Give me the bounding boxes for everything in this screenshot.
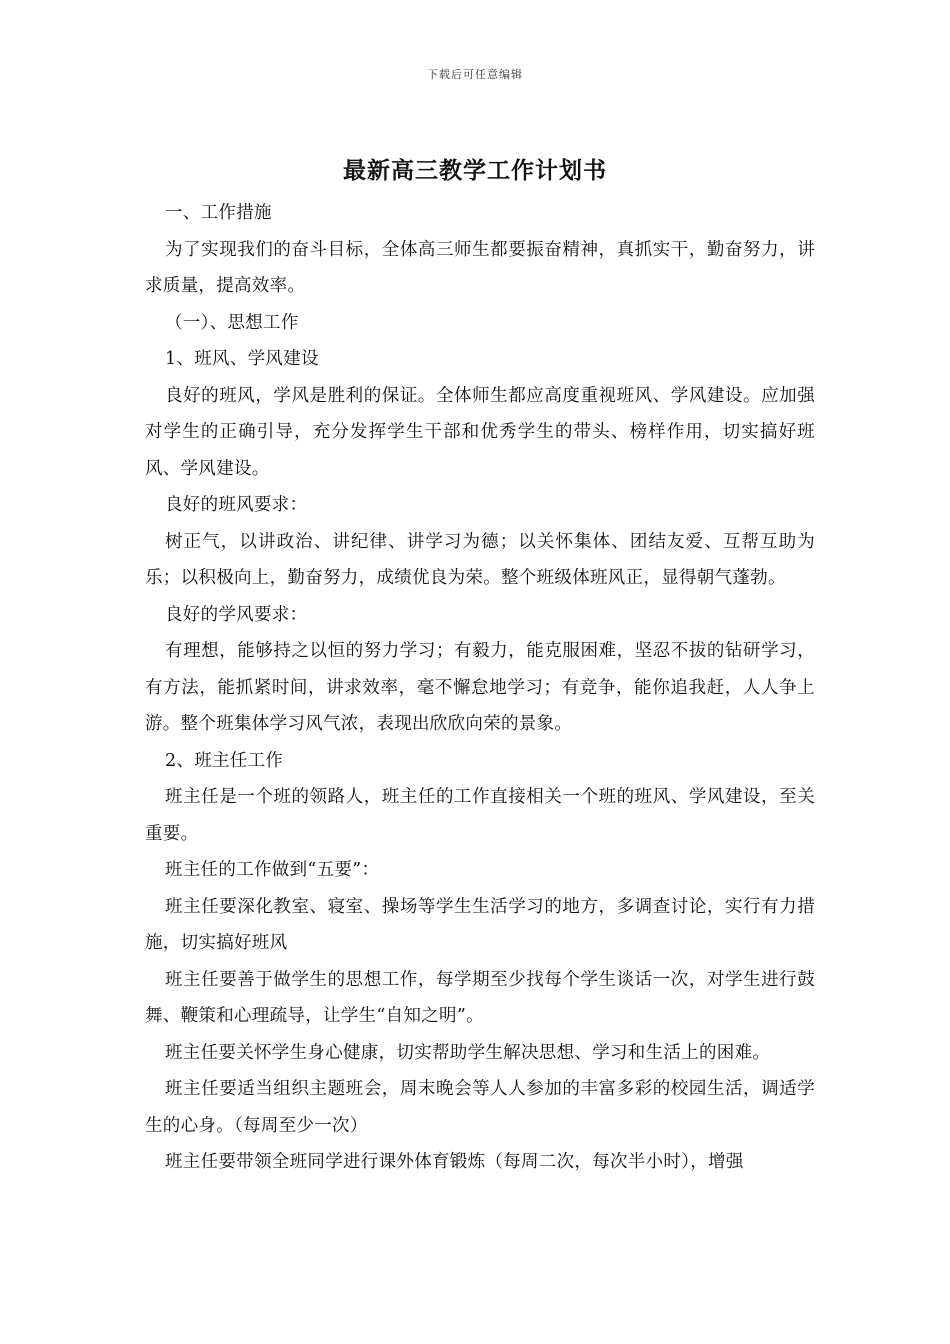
paragraph-goal: 为了实现我们的奋斗目标，全体高三师生都要振奋精神，真抓实干，勤奋努力，讲求质量，提高效率。 [145, 239, 815, 296]
paragraph-must-1: 班主任要深化教室、寝室、操场等学生生活学习的地方，多调查讨论，实行有力措施，切实搞好班风 [145, 896, 815, 953]
item-heading-head-teacher: 2、班主任工作 [165, 750, 284, 771]
paragraph-must-5: 班主任要带领全班同学进行课外体育锻炼（每周二次，每次半小时），增强 [165, 1152, 744, 1172]
label-study-style-requirements: 良好的学风要求： [165, 604, 308, 625]
section-heading-work-measures: 一、工作措施 [165, 203, 272, 223]
paragraph-must-2: 班主任要善于做学生的思想工作，每学期至少找每个学生谈话一次，对学生进行鼓舞、鞭策和心理疏导，让学生“自知之明”。 [145, 969, 815, 1026]
page-header-note: 下载后可任意编辑 [427, 68, 523, 81]
paragraph-class-style-requirements: 树正气，以讲政治、讲纪律、讲学习为德；以关怀集体、团结友爱、互帮互助为乐；以积极向上，勤奋努力，成绩优良为荣。整个班级体班风正，显得朝气蓬勃。 [145, 531, 815, 588]
document-body [145, 195, 815, 1181]
paragraph-head-teacher-role: 班主任是一个班的领路人，班主任的工作直接相关一个班的班风、学风建设，至关重要。 [145, 787, 815, 844]
paragraph-must-4: 班主任要适当组织主题班会，周末晚会等人人参加的丰富多彩的校园生活，调适学生的心身。（每周至少一次） [145, 1079, 815, 1136]
paragraph-must-3: 班主任要关怀学生身心健康，切实帮助学生解决思想、学习和生活上的困难。 [165, 1042, 771, 1063]
paragraph-study-style-requirements: 有理想，能够持之以恒的努力学习；有毅力，能克服困难，坚忍不拔的钻研学习，有方法，能抓紧时间，讲求效率，毫不懈怠地学习；有竞争，能你追我赶，人人争上游。整个班集体学习风气浓，表现出欣欣向荣的景象。 [145, 641, 815, 734]
document-title: 最新高三教学工作计划书 [343, 157, 607, 184]
item-heading-class-style: 1、班风、学风建设 [165, 349, 319, 369]
paragraph-class-style-guarantee: 良好的班风，学风是胜利的保证。全体师生都应高度重视班风、学风建设。应加强对学生的正确引导，充分发挥学生干部和优秀学生的带头、榜样作用，切实搞好班风、学风建设。 [145, 385, 815, 479]
label-class-style-requirements: 良好的班风要求： [165, 495, 308, 515]
subsection-heading-ideology: （一）、思想工作 [165, 312, 299, 333]
label-five-musts: 班主任的工作做到“五要”： [165, 860, 380, 880]
